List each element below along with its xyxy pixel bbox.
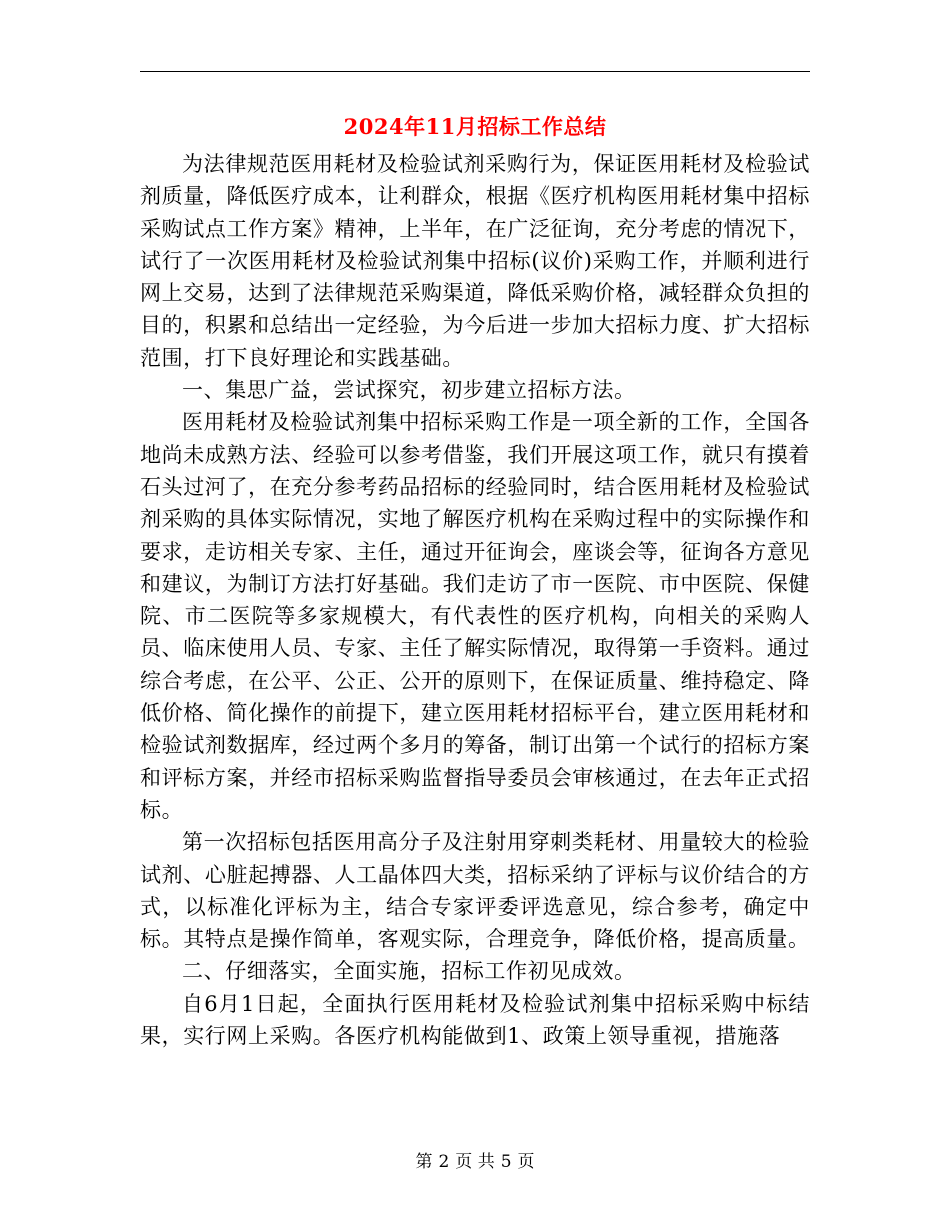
page-number: 2	[438, 1152, 450, 1172]
footer-suffix: 页	[517, 1152, 535, 1172]
header-rule	[140, 71, 810, 72]
intro-paragraph: 为法律规范医用耗材及检验试剂采购行为，保证医用耗材及检验试剂质量，降低医疗成本，让利群众，根据《医疗机构医用耗材集中招标采购试点工作方案》精神，上半年，在广泛征询，充分考虑的情况下，试行了一次医用耗材及检验试剂集中招标(议价)采购工作，并顺利进行网上交易，达到了法律规范采购渠道，降低采购价格，减轻群众负担的目的，积累和总结出一定经验，为今后进一步加大招标力度、扩大招标范围，打下良好理论和实践基础。	[140, 152, 810, 370]
body-paragraph: 医用耗材及检验试剂集中招标采购工作是一项全新的工作，全国各地尚未成熟方法、经验可以参考借鉴，我们开展这项工作，就只有摸着石头过河了，在充分参考药品招标的经验同时，结合医用耗材及检验试剂采购的具体实际情况，实地了解医疗机构在采购过程中的实际操作和要求，走访相关专家、主任，通过开征询会，座谈会等，征询各方意见和建议，为制订方法打好基础。我们走访了市一医院、市中医院、保健院、市二医院等多家规模大，有代表性的医疗机构，向相关的采购人员、临床使用人员、专家、主任了解实际情况，取得第一手资料。通过综合考虑，在公平、公正、公开的原则下，在保证质量、维持稳定、降低价格、简化操作的前提下，建立医用耗材招标平台，建立医用耗材和检验试剂数据库，经过两个多月的筹备，制订出第一个试行的招标方案和评标方案，并经市招标采购监督指导委员会审核通过，在去年正式招标。	[140, 410, 810, 822]
document-body	[140, 148, 810, 1052]
footer-middle: 页 共	[455, 1152, 495, 1172]
body-paragraph: 自6月1日起，全面执行医用耗材及检验试剂集中招标采购中标结果，实行网上采购。各医疗机构能做到1、政策上领导重视，措施落	[140, 991, 810, 1049]
section-heading-2: 二、仔细落实，全面实施，招标工作初见成效。	[182, 959, 636, 984]
footer-prefix: 第	[415, 1152, 433, 1172]
document-title: 2024年11月招标工作总结	[343, 114, 607, 139]
body-paragraph: 第一次招标包括医用高分子及注射用穿刺类耗材、用量较大的检验试剂、心脏起搏器、人工晶体四大类，招标采纳了评标与议价结合的方式，以标准化评标为主，结合专家评委评选意见，综合参考，确定中标。其特点是操作简单，客观实际，合理竞争，降低价格，提高质量。	[140, 830, 810, 952]
page-footer	[0, 1150, 950, 1174]
page-total: 5	[500, 1152, 512, 1172]
section-heading-1: 一、集思广益，尝试探究，初步建立招标方法。	[182, 378, 636, 403]
